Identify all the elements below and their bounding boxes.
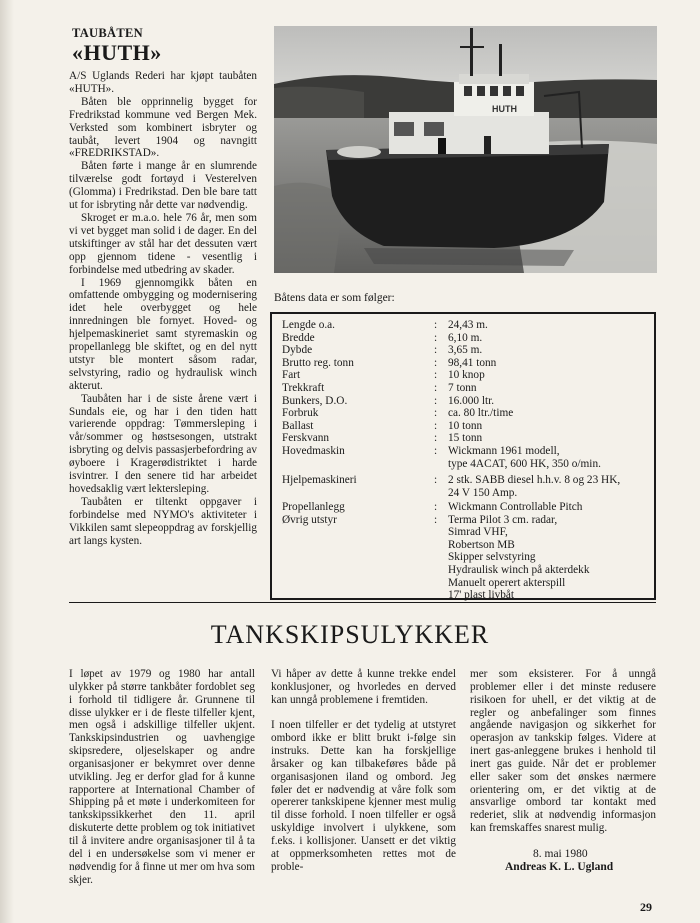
- ship-data-value: 24,43 m.: [448, 319, 488, 331]
- hull-name-label: HUTH: [492, 104, 517, 114]
- ship-data-value: Hydraulisk winch på akterdekk: [448, 564, 590, 576]
- tugboat-photo: [274, 26, 657, 273]
- article-headline: «HUTH»: [72, 40, 162, 65]
- article-body: [69, 70, 257, 548]
- ship-data-separator: :: [434, 432, 438, 445]
- ship-data-label: Bredde: [282, 331, 315, 344]
- ship-data-value: Wickmann Controllable Pitch: [448, 501, 583, 513]
- ship-data-label: Øvrig utstyr: [282, 513, 337, 526]
- ship-data-separator: :: [434, 319, 438, 331]
- signature-author: Andreas K. L. Ugland: [505, 861, 614, 873]
- ship-data-value: Simrad VHF,: [448, 526, 508, 539]
- ship-data-separator: :: [434, 501, 438, 513]
- ship-data-value: ca. 80 ltr./time: [448, 407, 514, 420]
- ship-data-label: Trekkraft: [282, 382, 325, 394]
- section-paragraph: mer som eksisterer. For å unngå problemer eller i det minste redusere risikoen for uhell, er det viktig at de regler og anbefalinger som finnes angående navigasjon og sikkerhet for operasjon av tankskip følges. Videre at inert gas-anleggene brukes i henhold til inert gas guide. Når det er problemer eller saker som det ønskes nærmere orientering om, er det viktig at de ansvarlige ombord tar kontakt med rederiet, slik at nødvendig informasjon kan fremskaffes snarest mulig.: [470, 668, 656, 835]
- ship-data-value: 6,10 m.: [448, 331, 483, 344]
- ship-data-table: [270, 312, 656, 600]
- ship-data-label: Forbruk: [282, 407, 319, 420]
- ship-data-label: Brutto reg. tonn: [282, 356, 354, 369]
- ship-data-value: 2 stk. SABB diesel h.h.v. 8 og 23 HK,: [448, 474, 621, 486]
- ship-data-separator: :: [434, 513, 438, 526]
- tugboat-illustration: [274, 26, 657, 273]
- ship-data-separator: :: [434, 407, 438, 420]
- ship-data-label: Hovedmaskin: [282, 445, 345, 457]
- article-paragraph: Skroget er m.a.o. hele 76 år, men som vi vet bygget man solid i de dager. En del utskiftinger av stål har det dessuten vært opp gjennom tidene - vesentlig i forbindelse med utbedring av skader.: [69, 211, 257, 276]
- ship-data-separator: :: [434, 474, 438, 486]
- section-divider: [69, 602, 656, 603]
- article-kicker: TAUBÅTEN: [72, 26, 143, 40]
- ship-data-label: Bunkers, D.O.: [282, 394, 348, 407]
- section-column-1: [69, 668, 255, 886]
- ship-data-separator: :: [434, 344, 438, 357]
- article-paragraph: Båten førte i mange år en slumrende tilværelse godt fortøyd i Vesterelven (Glomma) i Fredrikstad. Den ble bare tatt ut for isbryting når dette var nødvendig.: [69, 160, 257, 212]
- ship-data-value: 7 tonn: [448, 382, 477, 394]
- article-paragraph: Taubåten er tiltenkt oppgaver i forbindelse med NYMO's aktiviteter i Vikkilen samt slepeoppdrag av forskjellig art langs kysten.: [69, 495, 257, 547]
- ship-data-separator: :: [434, 382, 438, 394]
- article-paragraph: Taubåten har i de siste årene vært i Sundals eie, og har i den tiden hatt varierende oppdrag: Tømmersleping i vår/sommer og høstsesongen, utstrakt isbryting og delvis passasjerbefordring av øyboere i Kragerødistriktet i harde isvintrer. I den senere tid har arbeidet hovedsaklig vært lektersleping.: [69, 392, 257, 495]
- page-number: 29: [640, 900, 652, 914]
- ship-data-value: Skipper selvstyring: [448, 551, 536, 564]
- ship-data-label: Hjelpemaskineri: [282, 474, 357, 486]
- section-paragraph: I noen tilfeller er det tydelig at utstyret ombord ikke er blitt brukt i-følge sin instruks. Dette kan ha forskjellige årsaker og kan tilbakeføres både på organisasjonen iland og ombord. Jeg føler det er nødvendig at våre folk som opererer tankskipene kjenner mest mulig til disse forhold. I noen tilfeller er også uskyldige involvert i ulykkene, som f.eks. i kollisjoner. Uansett er det viktig at oppmerksomheten rettes mot de proble-: [271, 719, 456, 873]
- ship-data-caption: Båtens data er som følger:: [274, 292, 395, 304]
- section-column-3: [470, 668, 656, 835]
- ship-data-separator: :: [434, 445, 438, 457]
- ship-data-value: 16.000 ltr.: [448, 394, 495, 407]
- ship-data-value: 10 knop: [448, 369, 485, 382]
- section-title: TANKSKIPSULYKKER: [210, 620, 490, 649]
- ship-data-label: Fart: [282, 369, 301, 382]
- ship-data-label: Lengde o.a.: [282, 319, 336, 331]
- section-paragraph: Vi håper av dette å kunne trekke endel konklusjoner, og hvorledes en derved kan unngå problemene i fremtiden.: [271, 668, 456, 706]
- ship-data-value: type 4ACAT, 600 HK, 350 o/min.: [448, 457, 601, 470]
- ship-data-separator: :: [434, 369, 438, 382]
- ship-data-label: Dybde: [282, 344, 313, 357]
- article-paragraph: A/S Uglands Rederi har kjøpt taubåten «HUTH».: [69, 70, 257, 95]
- section-paragraph: I løpet av 1979 og 1980 har antall ulykker på større tankbåter fordoblet seg i forhold til tidligere år. Grunnene til disse ulykker er i de fleste tilfeller kjent, men også i adskillige tilfeller ukjent. Tankskipsindustrien og uavhengige skipsredere, oljeselskaper og andre organisasjoner er bekymret over denne utvikling. Jeg er derfor glad for å kunne rapportere at International Chamber of Shipping på et møte i underkomiteen for tankskipssikkerhet den 11. april diskuterte dette problem og tok initiativet til å invitere andre organisasjoner til å ta del i en undersøkelse som vi mener er nødvendig for å finne ut mer om hva som skjer.: [69, 668, 255, 886]
- signature-date: 8. mai 1980: [533, 848, 588, 860]
- ship-data-value: Terma Pilot 3 cm. radar,: [448, 513, 558, 526]
- section-column-2: [271, 668, 456, 873]
- page-binding-edge: [0, 0, 14, 923]
- ship-data-value: Wickmann 1961 modell,: [448, 445, 560, 457]
- ship-data-value: Manuelt operert akterspill: [448, 576, 566, 589]
- ship-data-value: 10 tonn: [448, 419, 483, 432]
- article-paragraph: Båten ble opprinnelig bygget for Fredrikstad kommune ved Bergen Mek. Verksted som kombinert isbryter og taubåt, levert 1904 og navngitt «FREDRIKSTAD».: [69, 95, 257, 160]
- ship-data-value: 24 V 150 Amp.: [448, 486, 518, 499]
- ship-data-value: 3,65 m.: [448, 344, 483, 357]
- ship-data-label: Propellanlegg: [282, 501, 345, 513]
- ship-data-label: Ballast: [282, 419, 314, 432]
- ship-data-separator: :: [434, 331, 438, 344]
- ship-data-separator: :: [434, 394, 438, 407]
- ship-data-separator: :: [434, 356, 438, 369]
- ship-data-value: 15 tonn: [448, 432, 483, 445]
- ship-data-value: 17' plast livbåt: [448, 589, 515, 602]
- ship-data-label: Ferskvann: [282, 432, 330, 445]
- ship-data-separator: :: [434, 419, 438, 432]
- article-paragraph: I 1969 gjennomgikk båten en omfattende ombygging og modernisering idet hele overbygget og hele innredningen ble fornyet. Hoved- og hjelpemaskineriet samt styremaskin og propellanlegg ble skiftet, og en del nytt utstyr ble montert såsom radar, selvstyring, radio og hydraulisk winch akterut.: [69, 276, 257, 392]
- ship-data-value: Robertson MB: [448, 538, 515, 551]
- ship-data-value: 98,41 tonn: [448, 356, 497, 369]
